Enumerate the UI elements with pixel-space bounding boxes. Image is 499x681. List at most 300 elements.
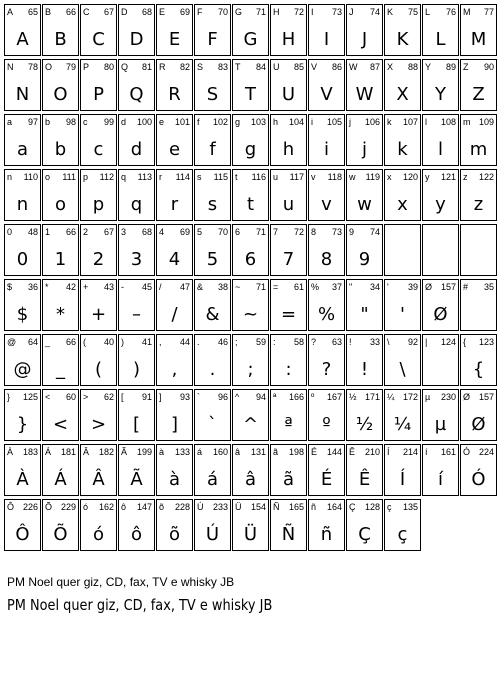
- cell-code: 124: [440, 337, 456, 347]
- glyph-cell: [42, 279, 79, 331]
- glyph-cell: [194, 279, 231, 331]
- cell-label: [463, 6, 494, 18]
- glyph-cell: [42, 334, 79, 386]
- cell-label: [121, 336, 152, 348]
- cell-glyph: 8: [320, 249, 333, 270]
- cell-code: 154: [250, 502, 266, 512]
- glyph-cell: [346, 169, 383, 221]
- glyph-cell: [346, 279, 383, 331]
- cell-glyph: [461, 300, 496, 330]
- cell-code: 66: [65, 7, 76, 17]
- cell-label: [273, 116, 304, 128]
- cell-label: [83, 336, 114, 348]
- cell-code: 111: [62, 172, 76, 182]
- glyph-cell: [308, 59, 345, 111]
- cell-label: [387, 391, 418, 403]
- cell-label: [159, 336, 190, 348]
- cell-label: [45, 116, 76, 128]
- cell-glyph: ã: [282, 469, 295, 490]
- glyph-cell: [384, 389, 421, 441]
- glyph-cell: [384, 224, 421, 276]
- cell-label: [463, 391, 494, 403]
- cell-glyph: C: [92, 29, 105, 50]
- cell-label: [349, 171, 380, 183]
- cell-code: 77: [483, 7, 494, 17]
- glyph-cell: [194, 169, 231, 221]
- cell-char: A: [7, 7, 14, 17]
- cell-code: 73: [331, 227, 342, 237]
- cell-glyph: L: [435, 29, 446, 50]
- cell-glyph: ': [400, 304, 405, 325]
- cell-code: 166: [288, 392, 304, 402]
- cell-code: 67: [103, 7, 114, 17]
- cell-code: 118: [327, 172, 342, 182]
- cell-char: 6: [235, 227, 241, 237]
- cell-char: 1: [45, 227, 51, 237]
- cell-label: [45, 171, 76, 183]
- cell-char: F: [197, 7, 203, 17]
- cell-char: !: [349, 337, 352, 347]
- cell-char: *: [45, 282, 49, 292]
- cell-char: ª: [273, 392, 277, 402]
- cell-glyph: b: [54, 139, 67, 160]
- cell-label: [121, 281, 152, 293]
- cell-char: 7: [273, 227, 279, 237]
- cell-char: H: [273, 7, 280, 17]
- cell-label: [311, 61, 342, 73]
- cell-glyph: @: [13, 359, 32, 380]
- cell-glyph: O: [53, 84, 68, 105]
- cell-code: 210: [364, 447, 380, 457]
- cell-label: [235, 116, 266, 128]
- cell-glyph: [: [132, 414, 141, 435]
- glyph-cell: [80, 279, 117, 331]
- cell-label: [197, 501, 228, 513]
- cell-label: [7, 116, 38, 128]
- glyph-cell: [42, 499, 79, 551]
- glyph-cell: [270, 389, 307, 441]
- cell-label: [311, 6, 342, 18]
- cell-glyph: H: [281, 29, 296, 50]
- glyph-cell: [270, 279, 307, 331]
- glyph-cell: [42, 114, 79, 166]
- cell-code: 61: [293, 282, 304, 292]
- cell-code: 71: [255, 227, 266, 237]
- cell-label: [425, 281, 456, 293]
- cell-glyph: É: [320, 469, 333, 490]
- cell-glyph: J: [361, 29, 368, 50]
- cell-label: [7, 61, 38, 73]
- glyph-cell: [384, 59, 421, 111]
- cell-label: [273, 171, 304, 183]
- cell-glyph: *: [56, 304, 65, 325]
- cell-char: Ú: [197, 502, 204, 512]
- cell-code: 82: [179, 62, 190, 72]
- cell-glyph: ô: [130, 524, 142, 545]
- glyph-cell: [346, 114, 383, 166]
- cell-glyph: Q: [129, 84, 144, 105]
- cell-code: 35: [483, 282, 494, 292]
- cell-label: [45, 226, 76, 238]
- cell-glyph: >: [90, 414, 107, 435]
- cell-label: [349, 446, 380, 458]
- cell-char: B: [45, 7, 52, 17]
- cell-char: X: [387, 62, 394, 72]
- glyph-cell: [4, 444, 41, 496]
- cell-code: 112: [99, 172, 114, 182]
- cell-code: 161: [440, 447, 456, 457]
- cell-code: 75: [407, 7, 418, 17]
- glyph-cell: [422, 59, 459, 111]
- cell-glyph: T: [245, 84, 256, 105]
- glyph-cell: [270, 4, 307, 56]
- cell-char: %: [311, 282, 320, 292]
- glyph-cell: [232, 499, 269, 551]
- glyph-cell: [270, 444, 307, 496]
- cell-char: f: [197, 117, 200, 127]
- cell-label: [273, 281, 304, 293]
- cell-code: 131: [250, 447, 266, 457]
- cell-glyph: Á: [54, 469, 67, 490]
- cell-glyph: –: [132, 304, 141, 325]
- cell-glyph: y: [435, 194, 446, 215]
- cell-label: [83, 6, 114, 18]
- cell-char: ç: [387, 502, 392, 512]
- glyph-cell: [4, 499, 41, 551]
- cell-glyph: r: [170, 194, 179, 215]
- glyph-cell: [346, 499, 383, 551]
- cell-code: 114: [175, 172, 190, 182]
- cell-glyph: A: [16, 29, 29, 50]
- cell-code: 90: [483, 62, 494, 72]
- cell-char: S: [197, 62, 204, 72]
- cell-glyph: {: [472, 359, 485, 380]
- glyph-cell: [308, 334, 345, 386]
- cell-char: i: [311, 117, 313, 127]
- cell-glyph: +: [90, 304, 107, 325]
- grid-row: [4, 169, 497, 221]
- cell-code: 74: [369, 7, 380, 17]
- cell-char: Ø: [425, 282, 433, 292]
- glyph-cell: [194, 224, 231, 276]
- glyph-cell: [42, 224, 79, 276]
- cell-glyph: Ú: [205, 524, 220, 545]
- cell-char: +: [83, 282, 89, 292]
- glyph-cell: [4, 389, 41, 441]
- cell-label: [463, 116, 494, 128]
- glyph-cell: [156, 499, 193, 551]
- cell-glyph: =: [280, 304, 297, 325]
- cell-label: [273, 446, 304, 458]
- cell-glyph: ?: [321, 359, 332, 380]
- cell-label: [45, 391, 76, 403]
- cell-code: 71: [255, 282, 266, 292]
- glyph-cell: [346, 334, 383, 386]
- cell-code: 80: [103, 62, 114, 72]
- cell-glyph: k: [397, 139, 408, 160]
- cell-glyph: W: [355, 84, 374, 105]
- cell-label: [349, 391, 380, 403]
- glyph-cell: [422, 169, 459, 221]
- cell-glyph: 3: [130, 249, 143, 270]
- cell-char: D: [121, 7, 128, 17]
- glyph-cell: [270, 499, 307, 551]
- cell-char: [: [121, 392, 124, 402]
- glyph-cell: [156, 334, 193, 386]
- cell-label: [311, 171, 342, 183]
- cell-code: 66: [65, 337, 76, 347]
- cell-code: 79: [65, 62, 76, 72]
- cell-code: 233: [212, 502, 228, 512]
- glyph-cell: [4, 279, 41, 331]
- glyph-cell: [42, 169, 79, 221]
- cell-glyph: (: [94, 359, 103, 380]
- cell-glyph: õ: [168, 524, 180, 545]
- cell-char: Ó: [463, 447, 471, 457]
- cell-glyph: D: [129, 29, 144, 50]
- cell-code: 81: [141, 62, 152, 72]
- cell-label: [121, 6, 152, 18]
- glyph-cell: [346, 4, 383, 56]
- glyph-cell: [80, 224, 117, 276]
- cell-glyph: B: [54, 29, 67, 50]
- cell-char: }: [7, 392, 11, 402]
- glyph-cell: [232, 169, 269, 221]
- cell-glyph: Ç: [358, 524, 371, 545]
- cell-glyph: K: [396, 29, 409, 50]
- cell-char: ã: [273, 447, 279, 457]
- glyph-cell: [118, 389, 155, 441]
- cell-char: N: [7, 62, 14, 72]
- cell-code: 182: [98, 447, 114, 457]
- cell-glyph: ,: [171, 359, 178, 380]
- cell-code: 60: [65, 392, 76, 402]
- cell-glyph: 9: [358, 249, 371, 270]
- cell-label: [83, 116, 114, 128]
- cell-label: [83, 171, 114, 183]
- cell-glyph: h: [282, 139, 295, 160]
- cell-label: [387, 171, 418, 183]
- glyph-cell: [194, 444, 231, 496]
- cell-glyph: [423, 245, 458, 275]
- cell-glyph: &: [205, 304, 220, 325]
- cell-label: [235, 501, 266, 513]
- cell-char: U: [273, 62, 280, 72]
- cell-code: 109: [478, 117, 494, 127]
- cell-glyph: ç: [397, 524, 408, 545]
- glyph-cell: [422, 4, 459, 56]
- cell-label: [273, 501, 304, 513]
- cell-label: [235, 391, 266, 403]
- cell-char: õ: [159, 502, 165, 512]
- cell-char: $: [7, 282, 13, 292]
- glyph-cell: [422, 279, 459, 331]
- cell-code: 128: [364, 502, 380, 512]
- glyph-cell: [232, 224, 269, 276]
- cell-label: [197, 61, 228, 73]
- glyph-cell: [118, 499, 155, 551]
- cell-code: 38: [217, 282, 228, 292]
- cell-label: [121, 226, 152, 238]
- cell-code: 73: [331, 7, 342, 17]
- glyph-cell: [4, 224, 41, 276]
- cell-glyph: a: [16, 139, 29, 160]
- glyph-cell: [80, 444, 117, 496]
- cell-glyph: Ü: [243, 524, 258, 545]
- cell-glyph: 0: [16, 249, 29, 270]
- cell-code: 121: [440, 172, 456, 182]
- glyph-cell: [232, 389, 269, 441]
- cell-label: [45, 446, 76, 458]
- cell-code: 110: [23, 172, 38, 182]
- cell-label: [235, 446, 266, 458]
- cell-code: 67: [103, 227, 114, 237]
- grid-row: [4, 389, 497, 441]
- cell-glyph: ª: [284, 414, 293, 435]
- cell-label: [273, 6, 304, 18]
- cell-code: 125: [22, 392, 38, 402]
- glyph-cell: [4, 4, 41, 56]
- cell-char: .: [197, 337, 200, 347]
- grid-row: [4, 114, 497, 166]
- cell-glyph: ;: [247, 359, 254, 380]
- cell-code: 100: [136, 117, 152, 127]
- cell-glyph: m: [469, 139, 488, 160]
- cell-label: [197, 171, 228, 183]
- cell-char: ¼: [387, 392, 395, 402]
- cell-label: [273, 336, 304, 348]
- glyph-cell: [194, 59, 231, 111]
- cell-glyph: ]: [170, 414, 179, 435]
- cell-char: t: [235, 172, 238, 182]
- cell-char: Ø: [463, 392, 471, 402]
- cell-char: z: [463, 172, 468, 182]
- cell-glyph: 4: [168, 249, 181, 270]
- glyph-cell: [232, 444, 269, 496]
- cell-glyph: 6: [244, 249, 257, 270]
- glyph-cell: [42, 444, 79, 496]
- sample-text-font: PM Noel quer giz, CD, fax, TV e whisky JB: [7, 596, 273, 614]
- cell-code: 69: [179, 7, 190, 17]
- cell-label: [197, 446, 228, 458]
- cell-label: [463, 226, 494, 238]
- cell-code: 172: [402, 392, 418, 402]
- glyph-cell: [80, 499, 117, 551]
- cell-char: J: [349, 7, 354, 17]
- cell-label: [463, 171, 494, 183]
- glyph-cell: [118, 59, 155, 111]
- glyph-cell: [308, 444, 345, 496]
- cell-char: ): [121, 337, 124, 347]
- cell-label: [387, 6, 418, 18]
- cell-label: [83, 501, 114, 513]
- character-grid: [4, 4, 495, 565]
- cell-glyph: À: [16, 469, 29, 490]
- cell-char: G: [235, 7, 243, 17]
- cell-glyph: w: [357, 194, 372, 215]
- cell-glyph: Ã: [130, 469, 143, 490]
- cell-char: Í: [387, 447, 390, 457]
- cell-code: 34: [369, 282, 380, 292]
- cell-label: [121, 501, 152, 513]
- cell-char: l: [425, 117, 427, 127]
- glyph-cell: [460, 389, 497, 441]
- cell-char: W: [349, 62, 358, 72]
- glyph-cell: [232, 334, 269, 386]
- glyph-cell: [80, 389, 117, 441]
- cell-label: [311, 446, 342, 458]
- cell-code: 94: [255, 392, 266, 402]
- cell-char: ^: [235, 392, 240, 402]
- cell-code: 171: [364, 392, 380, 402]
- cell-char: >: [83, 392, 89, 402]
- cell-code: 68: [141, 227, 152, 237]
- cell-code: 84: [255, 62, 266, 72]
- cell-glyph: !: [360, 359, 369, 380]
- cell-label: [425, 446, 456, 458]
- cell-code: 162: [98, 502, 114, 512]
- glyph-cell: [460, 4, 497, 56]
- cell-code: 63: [331, 337, 342, 347]
- cell-code: 165: [288, 502, 304, 512]
- cell-code: 230: [440, 392, 456, 402]
- cell-label: [159, 171, 190, 183]
- cell-code: 97: [27, 117, 38, 127]
- cell-glyph: 5: [206, 249, 219, 270]
- cell-label: [159, 281, 190, 293]
- cell-glyph: Ô: [15, 524, 30, 545]
- cell-label: [159, 446, 190, 458]
- glyph-cell: [156, 389, 193, 441]
- cell-label: [7, 6, 38, 18]
- cell-label: [387, 336, 418, 348]
- cell-label: [387, 116, 418, 128]
- cell-label: [159, 116, 190, 128]
- cell-glyph: Ê: [358, 469, 371, 490]
- cell-char: I: [311, 7, 314, 17]
- cell-glyph: á: [206, 469, 219, 490]
- glyph-cell: [384, 444, 421, 496]
- cell-glyph: X: [396, 84, 409, 105]
- glyph-cell: [270, 59, 307, 111]
- cell-glyph: ½: [355, 414, 374, 435]
- glyph-cell: [194, 4, 231, 56]
- cell-code: 47: [179, 282, 190, 292]
- cell-char: ': [387, 282, 389, 292]
- cell-char: à: [159, 447, 165, 457]
- cell-label: [121, 61, 152, 73]
- cell-char: ;: [235, 337, 238, 347]
- glyph-cell: [80, 59, 117, 111]
- cell-label: [425, 226, 456, 238]
- cell-char: /: [159, 282, 162, 292]
- cell-label: [197, 6, 228, 18]
- cell-char: :: [273, 337, 276, 347]
- cell-glyph: Y: [435, 84, 446, 105]
- grid-row: [4, 59, 497, 111]
- cell-char: E: [159, 7, 166, 17]
- cell-label: [121, 446, 152, 458]
- cell-label: [349, 6, 380, 18]
- grid-row: [4, 4, 497, 56]
- cell-label: [83, 226, 114, 238]
- cell-label: [349, 61, 380, 73]
- cell-label: [45, 336, 76, 348]
- cell-label: [273, 391, 304, 403]
- glyph-cell: [118, 444, 155, 496]
- cell-label: [197, 336, 228, 348]
- cell-label: [45, 281, 76, 293]
